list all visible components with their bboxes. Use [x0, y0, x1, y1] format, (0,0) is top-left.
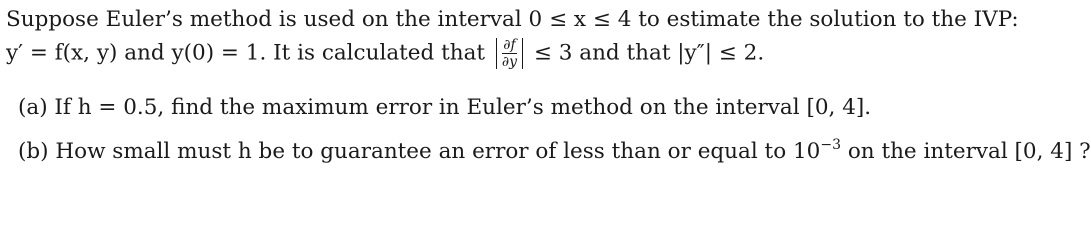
problem-statement-line-1: Suppose Euler’s method is used on the interval 0 ≤ x ≤ 4 to estimate the solution to the IVP:: [6, 7, 1019, 32]
part-b-question: [18, 138, 1091, 166]
partial-derivative-abs-fraction: [496, 38, 523, 69]
part-a-question: (a) If h = 0.5, find the maximum error in Euler’s method on the interval [0, 4].: [18, 95, 872, 120]
part-b-text-post: on the interval [0, 4] ?: [840, 139, 1091, 164]
fraction-numerator: ∂f: [503, 37, 516, 53]
part-b-exponent: −3: [820, 137, 841, 153]
fraction-denominator: ∂y: [501, 54, 518, 70]
part-b-text-pre: (b) How small must h be to guarantee an error of less than or equal to 10: [18, 139, 821, 164]
bound-condition-text: ≤ 3 and that |y″| ≤ 2.: [533, 40, 765, 66]
problem-statement-line-2: [6, 38, 764, 69]
ivp-definition-text: y′ = f(x, y) and y(0) = 1. It is calculated that: [6, 40, 486, 66]
